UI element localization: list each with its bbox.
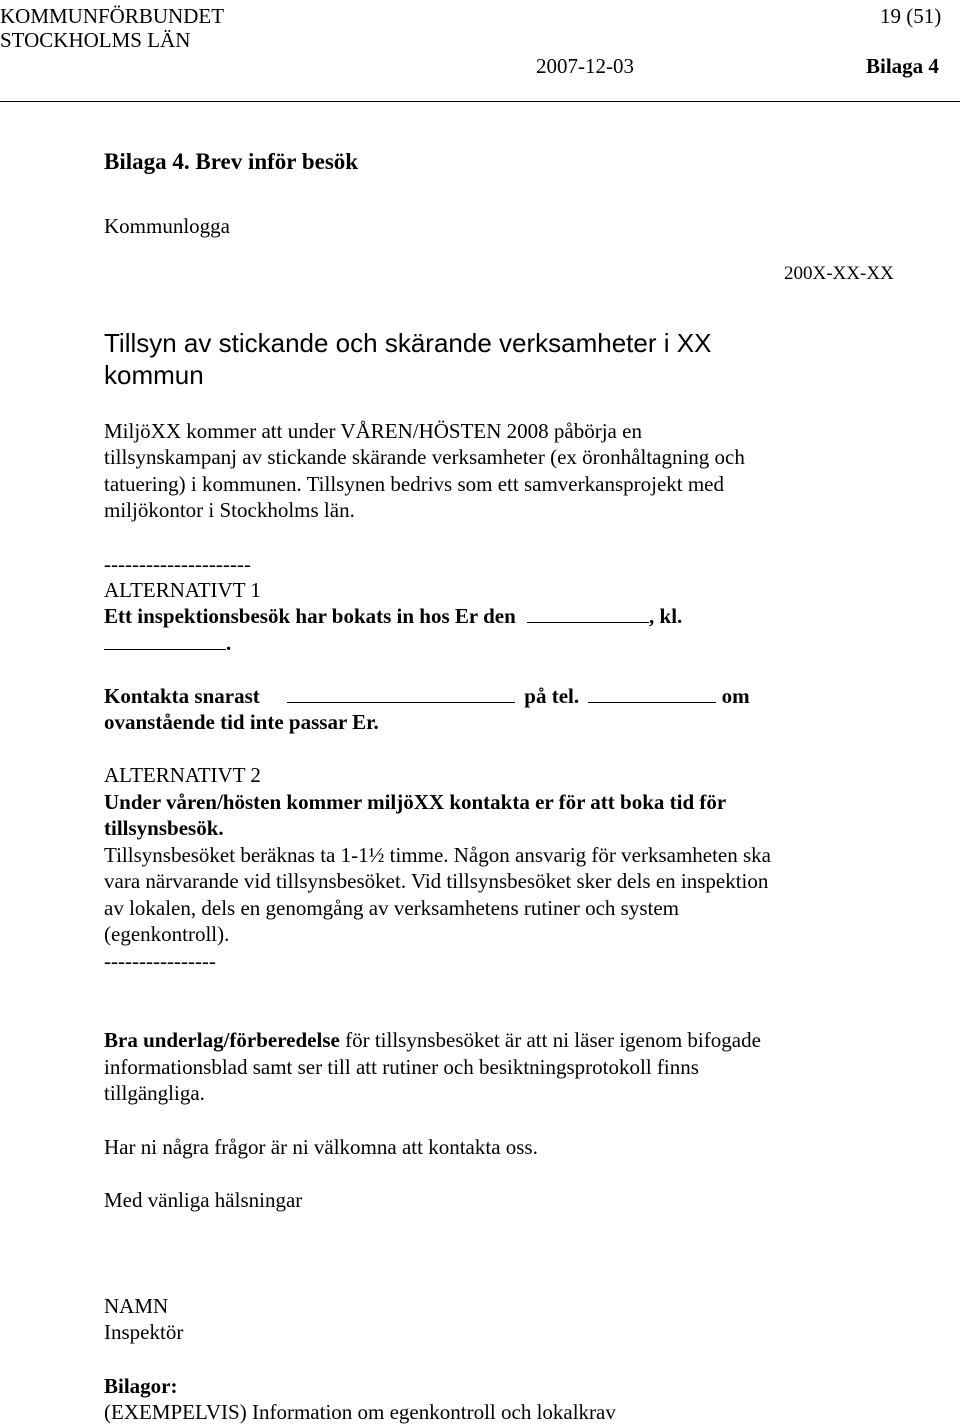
- page-number: 19 (51): [880, 4, 942, 28]
- if-text: om: [721, 684, 750, 708]
- separator-dashes-2: ----------------: [104, 949, 216, 973]
- visit-info-line: Tillsynsbesöket beräknas ta 1-1½ timme. Någon ansvarig för verksamheten ska: [104, 843, 771, 867]
- preparation-rest: för tillsynsbesöket är att ni läser igenom bifogade: [339, 1028, 761, 1052]
- logo-placeholder: Kommunlogga: [104, 214, 230, 238]
- intro-line: miljökontor i Stockholms län.: [104, 498, 355, 522]
- alternative-1-booking: [104, 603, 682, 630]
- period-text: .: [226, 631, 232, 655]
- alternative-2-line1: Under våren/hösten kommer miljöXX kontakta er för att boka tid för: [104, 790, 727, 814]
- preparation-line3: tillgängliga.: [104, 1081, 205, 1105]
- alternative-2-line2: tillsynsbesök.: [104, 816, 224, 840]
- intro-line: tatuering) i kommunen. Tillsynen bedrivs som ett samverkansprojekt med: [104, 472, 725, 496]
- date-blank: [527, 604, 649, 623]
- page-heading: Bilaga 4. Brev inför besök: [104, 149, 359, 174]
- preparation-bold: Bra underlag/förberedelse: [104, 1028, 340, 1052]
- preparation-line1: [104, 1027, 761, 1054]
- booking-text: Ett inspektionsbesök har bokats in hos Er den: [104, 604, 516, 628]
- visit-info-line: av lokalen, dels en genomgång av verksamhetens rutiner och system: [104, 896, 679, 920]
- contact-text: Kontakta snarast: [104, 684, 260, 708]
- intro-line: tillsynskampanj av stickande skärande verksamheter (ex öronhåltagning och: [104, 445, 745, 469]
- attachments-label: Bilagor:: [104, 1374, 178, 1398]
- header-appendix: Bilaga 4: [866, 54, 939, 78]
- intro-line: MiljöXX kommer att under VÅREN/HÖSTEN 2008 påbörja en: [104, 419, 642, 443]
- visit-info-line: vara närvarande vid tillsynsbesöket. Vid tillsynsbesöket sker dels en inspektion: [104, 869, 769, 893]
- letter-title-line2: kommun: [104, 360, 204, 390]
- header-divider: [0, 101, 960, 102]
- org-name-line2: STOCKHOLMS LÄN: [0, 28, 191, 52]
- contact-tail: ovanstående tid inte passar Er.: [104, 710, 379, 734]
- time-text: , kl.: [649, 604, 683, 628]
- signature-name: NAMN: [104, 1294, 169, 1318]
- closing-text: Med vänliga hälsningar: [104, 1188, 303, 1212]
- contact-person-blank: [287, 684, 515, 703]
- time-blank: [104, 631, 226, 650]
- visit-info-line: (egenkontroll).: [104, 922, 230, 946]
- separator-dashes: ---------------------: [104, 552, 251, 576]
- letter-date: 200X-XX-XX: [784, 263, 894, 284]
- preparation-line2: informationsblad samt ser till att rutiner och besiktningsprotokoll finns: [104, 1055, 699, 1079]
- alternative-1-label: ALTERNATIVT 1: [104, 578, 261, 602]
- phone-blank: [588, 684, 716, 703]
- org-name-line1: KOMMUNFÖRBUNDET: [0, 4, 225, 28]
- signature-title: Inspektör: [104, 1320, 184, 1344]
- letter-title-line1: Tillsyn av stickande och skärande verksamheter i XX: [104, 328, 712, 358]
- contact-line: [104, 683, 750, 710]
- alternative-1-time-line: [104, 630, 231, 657]
- phone-text: på tel.: [524, 684, 580, 708]
- questions-text: Har ni några frågor är ni välkomna att kontakta oss.: [104, 1135, 538, 1159]
- header-date: 2007-12-03: [536, 54, 634, 78]
- attachments-item: (EXEMPELVIS) Information om egenkontroll och lokalkrav: [104, 1400, 616, 1424]
- alternative-2-label: ALTERNATIVT 2: [104, 763, 261, 787]
